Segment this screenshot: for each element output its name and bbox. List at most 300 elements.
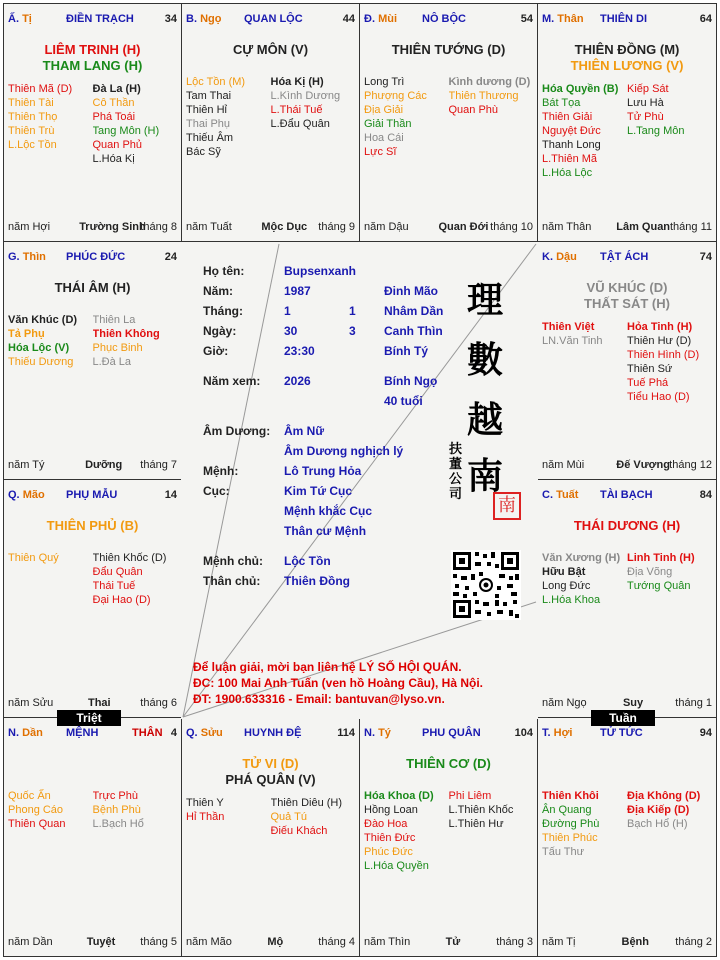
minor-star: L.Hóa Lộc bbox=[542, 167, 593, 179]
palace-vong-truong-sinh: Suy bbox=[622, 697, 644, 709]
minor-star: Cô Thần bbox=[92, 97, 135, 109]
palace-number: 44 bbox=[342, 13, 355, 25]
main-star: THÁI DƯƠNG (H) bbox=[573, 518, 681, 533]
palace-year: năm Ngọ bbox=[542, 697, 587, 709]
star-column-right bbox=[93, 551, 178, 607]
minor-star: Thiên Hư (D) bbox=[627, 335, 692, 347]
thang-canchi: Nhâm Dần bbox=[384, 304, 444, 318]
palace-can: N. bbox=[364, 727, 375, 739]
minor-star: L.Hóa Quyền bbox=[364, 860, 429, 872]
minor-star: L.Thái Tuế bbox=[270, 104, 323, 116]
palace-vong-truong-sinh: Dưỡng bbox=[85, 459, 123, 471]
main-stars bbox=[4, 42, 181, 74]
center-info-panel bbox=[181, 242, 538, 719]
palace-year: năm Tuất bbox=[186, 221, 232, 233]
minor-stars bbox=[364, 75, 533, 159]
minor-star: Lộc Tồn (M) bbox=[186, 76, 246, 88]
palace-number: 4 bbox=[170, 727, 177, 739]
ngay-canchi: Canh Thìn bbox=[384, 324, 443, 338]
palace-vong-truong-sinh: Mộc Dục bbox=[261, 221, 308, 233]
minor-star: Nguyệt Đức bbox=[542, 125, 601, 137]
palace-chi: Thân bbox=[557, 13, 584, 25]
minor-star: Tướng Quân bbox=[627, 580, 691, 592]
minor-star: Thiên Diêu (H) bbox=[270, 797, 343, 809]
minor-star: Văn Xương (H) bbox=[542, 552, 621, 564]
palace-hoi[interactable] bbox=[537, 717, 717, 957]
minor-stars bbox=[8, 789, 177, 831]
minor-star: Lực Sĩ bbox=[364, 146, 397, 158]
palace-footer bbox=[8, 936, 177, 950]
palace-month: tháng 12 bbox=[669, 459, 712, 471]
minor-star: Điếu Khách bbox=[270, 825, 328, 837]
palace-chi: Dần bbox=[22, 727, 43, 739]
main-stars bbox=[182, 42, 359, 58]
contact-line-3: ĐT: 1900.633316 - Email: bantuvan@lyso.vn. bbox=[193, 692, 445, 706]
palace-year: năm Dần bbox=[8, 936, 53, 948]
minor-star: Thai Phụ bbox=[186, 118, 231, 130]
palace-canchi bbox=[542, 727, 572, 739]
palace-chi: Tý bbox=[378, 727, 391, 739]
palace-chi: Tuất bbox=[556, 489, 579, 501]
ngay-duong: 30 bbox=[284, 324, 298, 338]
palace-can: G. bbox=[8, 251, 20, 263]
minor-star: Phúc Đức bbox=[364, 846, 413, 858]
menh-chu-label: Mệnh chủ: bbox=[203, 554, 263, 568]
qr-code-icon[interactable] bbox=[451, 550, 521, 620]
minor-star: Trực Phù bbox=[92, 790, 138, 802]
minor-star: Quan Phù bbox=[448, 104, 499, 116]
minor-star: Quan Phủ bbox=[92, 139, 143, 151]
star-column-left bbox=[8, 82, 93, 166]
palace-chi: Hợi bbox=[553, 727, 573, 739]
minor-star: Địa Kiếp (D) bbox=[627, 804, 690, 816]
main-stars bbox=[4, 518, 181, 534]
palace-chi: Thìn bbox=[22, 251, 46, 263]
palace-than[interactable] bbox=[537, 3, 717, 242]
minor-star: Phượng Các bbox=[364, 90, 427, 102]
minor-star: Thiên Tài bbox=[8, 97, 54, 109]
minor-star: Tử Phù bbox=[627, 111, 664, 123]
palace-chi: Mão bbox=[22, 489, 45, 501]
minor-star: Đẩu Quân bbox=[92, 566, 143, 578]
minor-star: L.Tang Môn bbox=[627, 125, 685, 137]
star-column-right bbox=[449, 75, 534, 159]
minor-star: Tấu Thư bbox=[542, 846, 585, 858]
palace-footer bbox=[542, 697, 712, 711]
main-star: THIÊN ĐỒNG (M) bbox=[574, 42, 680, 57]
palace-mao[interactable] bbox=[3, 479, 182, 718]
palace-vong-truong-sinh: Lâm Quan bbox=[616, 221, 671, 233]
minor-star: Kình dương (D) bbox=[448, 76, 531, 88]
palace-vong-truong-sinh: Tuyệt bbox=[86, 936, 116, 948]
calligraphy-viet: 越 bbox=[467, 399, 504, 441]
minor-star: Hữu Bật bbox=[542, 566, 586, 578]
minor-stars bbox=[364, 789, 533, 873]
star-column-left bbox=[8, 313, 93, 369]
palace-can: N. bbox=[8, 727, 19, 739]
palace-month: tháng 1 bbox=[675, 697, 712, 709]
star-column-left bbox=[542, 82, 627, 180]
main-star: THIÊN PHỦ (B) bbox=[46, 518, 139, 533]
minor-star: Thiên Phúc bbox=[542, 832, 598, 844]
palace-vong-truong-sinh: Trường Sinh bbox=[79, 221, 146, 233]
minor-star: L.Kình Dương bbox=[270, 90, 341, 102]
palace-footer bbox=[186, 221, 355, 235]
calligraphy-nam: 南 bbox=[467, 455, 504, 497]
minor-star: Thiên Không bbox=[92, 328, 160, 340]
calligraphy-side: 扶董公司 bbox=[449, 442, 463, 502]
palace-year: năm Thìn bbox=[364, 936, 411, 948]
star-column-right bbox=[449, 789, 534, 873]
star-column-right bbox=[271, 796, 356, 838]
ngay-am: 3 bbox=[349, 324, 356, 338]
palace-canchi bbox=[8, 489, 45, 501]
calligraphy-so: 數 bbox=[467, 339, 504, 381]
minor-star: Lưu Hà bbox=[627, 97, 664, 109]
palace-name: MỆNH bbox=[66, 727, 99, 739]
palace-chi: Tị bbox=[22, 13, 32, 25]
palace-vong-truong-sinh: Bệnh bbox=[621, 936, 649, 948]
palace-vong-truong-sinh: Tử bbox=[445, 936, 461, 948]
star-column-left bbox=[8, 551, 93, 607]
palace-header bbox=[8, 13, 177, 27]
main-star: LIÊM TRINH (H) bbox=[44, 42, 141, 57]
palace-canchi bbox=[8, 13, 32, 25]
minor-star: Thiên Thương bbox=[448, 90, 519, 102]
star-column-left bbox=[364, 75, 449, 159]
minor-stars bbox=[542, 82, 712, 180]
palace-vong-truong-sinh: Mộ bbox=[267, 936, 284, 948]
palace-name: PHÚC ĐỨC bbox=[66, 251, 126, 263]
thang-duong: 1 bbox=[284, 304, 291, 318]
minor-star: Thiếu Dương bbox=[8, 356, 74, 368]
palace-vong-truong-sinh: Đế Vượng bbox=[616, 459, 670, 471]
main-star: THÁI ÂM (H) bbox=[54, 280, 131, 295]
palace-month: tháng 6 bbox=[140, 697, 177, 709]
minor-stars bbox=[8, 551, 177, 607]
minor-star: Hỉ Thần bbox=[186, 811, 225, 823]
main-stars bbox=[538, 518, 716, 534]
palace-month: tháng 7 bbox=[140, 459, 177, 471]
palace-can: Q. bbox=[186, 727, 198, 739]
minor-star: Địa Giải bbox=[364, 104, 404, 116]
palace-footer bbox=[8, 221, 177, 235]
palace-year: năm Thân bbox=[542, 221, 592, 233]
palace-month: tháng 10 bbox=[490, 221, 533, 233]
palace-ti[interactable] bbox=[3, 3, 182, 242]
minor-star: L.Hóa Khoa bbox=[542, 594, 601, 606]
minor-star: Hỏa Tinh (H) bbox=[627, 321, 693, 333]
palace-header bbox=[542, 13, 712, 27]
nam-xem-value: 2026 bbox=[284, 374, 311, 388]
main-stars bbox=[4, 280, 181, 296]
main-star: THẤT SÁT (H) bbox=[584, 296, 670, 311]
palace-number: 94 bbox=[699, 727, 712, 739]
palace-month: tháng 9 bbox=[318, 221, 355, 233]
nam-xem-label: Năm xem: bbox=[203, 374, 261, 388]
palace-name: PHU QUÂN bbox=[422, 727, 481, 739]
palace-footer bbox=[8, 459, 177, 473]
palace-number: 24 bbox=[164, 251, 177, 263]
palace-month: tháng 2 bbox=[675, 936, 712, 948]
minor-star: Địa Không (D) bbox=[627, 790, 701, 802]
star-column-right bbox=[627, 320, 712, 404]
ho-ten-label: Họ tên: bbox=[203, 264, 245, 278]
palace-number: 34 bbox=[164, 13, 177, 25]
nam-label: Năm: bbox=[203, 284, 234, 298]
palace-canchi bbox=[542, 13, 584, 25]
palace-can: Ấ. bbox=[8, 13, 19, 25]
palace-canchi bbox=[542, 489, 578, 501]
thang-am: 1 bbox=[349, 304, 356, 318]
minor-star: Thiên Giải bbox=[542, 111, 593, 123]
minor-star: Thiên La bbox=[92, 314, 136, 326]
am-duong-note: Âm Dương nghịch lý bbox=[284, 444, 404, 458]
palace-year: năm Tị bbox=[542, 936, 576, 948]
minor-stars bbox=[8, 82, 177, 166]
minor-stars bbox=[186, 75, 355, 159]
palace-name: THIÊN DI bbox=[600, 13, 648, 25]
palace-number: 54 bbox=[520, 13, 533, 25]
main-star: VŨ KHÚC (D) bbox=[586, 280, 668, 295]
palace-number: 14 bbox=[164, 489, 177, 501]
main-star: CỰ MÔN (V) bbox=[232, 42, 309, 57]
minor-star: Thiên Đức bbox=[364, 832, 416, 844]
red-seal bbox=[493, 492, 521, 520]
minor-star: L.Đà La bbox=[92, 356, 132, 368]
minor-star: Bác Sỹ bbox=[186, 146, 221, 158]
star-column-right bbox=[93, 789, 178, 831]
palace-thin[interactable] bbox=[3, 241, 182, 480]
main-star: THAM LANG (H) bbox=[42, 58, 143, 73]
am-duong-label: Âm Dương: bbox=[203, 424, 271, 438]
star-column-left bbox=[364, 789, 449, 873]
minor-star: Thiên Trù bbox=[8, 125, 55, 137]
palace-number: 74 bbox=[699, 251, 712, 263]
minor-star: L.Hóa Kị bbox=[92, 153, 135, 165]
minor-star: Thiên Quý bbox=[8, 552, 59, 564]
main-stars bbox=[538, 280, 716, 312]
minor-star: Linh Tinh (H) bbox=[627, 552, 695, 564]
minor-star: Hóa Kị (H) bbox=[270, 76, 324, 88]
minor-stars bbox=[542, 789, 712, 859]
minor-stars bbox=[542, 551, 712, 607]
main-stars bbox=[538, 42, 716, 74]
minor-star: Phục Binh bbox=[92, 342, 143, 354]
minor-star: Hồng Loan bbox=[364, 804, 418, 816]
palace-can: M. bbox=[542, 13, 555, 25]
tuan-tag: Tuần bbox=[591, 710, 655, 726]
main-star: THIÊN TƯỚNG (D) bbox=[391, 42, 506, 57]
palace-name: ĐIỀN TRẠCH bbox=[66, 13, 134, 25]
star-column-left bbox=[186, 796, 271, 838]
am-duong-value: Âm Nữ bbox=[284, 424, 325, 438]
minor-star: Đường Phù bbox=[542, 818, 600, 830]
palace-header bbox=[8, 489, 177, 503]
palace-year: năm Sửu bbox=[8, 697, 54, 709]
minor-star: L.Thiên Khốc bbox=[448, 804, 514, 816]
nam-value: 1987 bbox=[284, 284, 311, 298]
palace-month: tháng 4 bbox=[318, 936, 355, 948]
star-column-left bbox=[542, 789, 627, 859]
minor-star: Thanh Long bbox=[542, 139, 601, 151]
palace-name: TÀI BẠCH bbox=[600, 489, 653, 501]
palace-year: năm Hợi bbox=[8, 221, 51, 233]
palace-footer bbox=[542, 221, 712, 235]
star-column-right bbox=[627, 551, 712, 607]
palace-number: 84 bbox=[699, 489, 712, 501]
palace-year: năm Dậu bbox=[364, 221, 409, 233]
menh-value: Lô Trung Hỏa bbox=[284, 464, 362, 478]
calligraphy-ly: 理 bbox=[467, 279, 504, 321]
palace-ngo[interactable] bbox=[181, 3, 360, 242]
palace-header bbox=[8, 727, 177, 741]
main-star: TỬ VI (D) bbox=[242, 756, 299, 771]
minor-star: Kiếp Sát bbox=[627, 83, 669, 95]
minor-star: Hoa Cái bbox=[364, 132, 404, 144]
palace-month: tháng 5 bbox=[140, 936, 177, 948]
minor-star: Long Đức bbox=[542, 580, 591, 592]
ho-ten-value: Bupsenxanh bbox=[284, 264, 357, 278]
palace-footer bbox=[8, 697, 177, 711]
seal-text: 南 bbox=[498, 495, 516, 516]
minor-star: Thiên Hỉ bbox=[186, 104, 227, 116]
main-stars bbox=[360, 756, 537, 772]
minor-star: Văn Khúc (D) bbox=[8, 314, 78, 326]
palace-dan[interactable] bbox=[3, 717, 182, 957]
minor-star: Hóa Lộc (V) bbox=[8, 342, 70, 354]
minor-star: L.Đẩu Quân bbox=[270, 118, 330, 130]
palace-can: Q. bbox=[8, 489, 20, 501]
gio-canchi: Bính Tý bbox=[384, 344, 428, 358]
star-column-left bbox=[186, 75, 271, 159]
minor-star: Thiên Thọ bbox=[8, 111, 58, 123]
minor-star: L.Thiên Mã bbox=[542, 153, 598, 165]
triet-tag: Triệt bbox=[57, 710, 121, 726]
palace-chi: Sửu bbox=[200, 727, 223, 739]
palace-vong-truong-sinh: Thai bbox=[87, 697, 111, 709]
palace-header bbox=[186, 727, 355, 741]
palace-month: tháng 11 bbox=[669, 221, 712, 233]
palace-header bbox=[542, 727, 712, 741]
minor-stars bbox=[8, 313, 177, 369]
main-star: THIÊN LƯƠNG (V) bbox=[570, 58, 684, 73]
minor-star: Thiên Khôi bbox=[542, 790, 599, 802]
minor-star: Phi Liêm bbox=[448, 790, 492, 802]
star-column-right bbox=[627, 82, 712, 180]
star-column-right bbox=[93, 82, 178, 166]
palace-canchi bbox=[364, 727, 391, 739]
minor-star: Long Trì bbox=[364, 76, 405, 88]
than-chu-value: Thiên Đồng bbox=[284, 574, 350, 588]
menh-chu-value: Lộc Tồn bbox=[284, 554, 331, 568]
than-cu: Thân cư Mệnh bbox=[284, 524, 367, 538]
palace-footer bbox=[542, 936, 712, 950]
minor-star: Quốc Ấn bbox=[8, 790, 51, 802]
palace-can: T. bbox=[542, 727, 551, 739]
cuc-value: Kim Tứ Cục bbox=[284, 484, 353, 498]
palace-header bbox=[186, 13, 355, 27]
main-stars bbox=[360, 42, 537, 58]
palace-footer bbox=[364, 936, 533, 950]
palace-header bbox=[8, 251, 177, 265]
minor-star: Thiên Mã (D) bbox=[8, 83, 73, 95]
palace-canchi bbox=[186, 727, 223, 739]
minor-star: Bệnh Phù bbox=[92, 804, 141, 816]
star-column-left bbox=[542, 320, 627, 404]
palace-header bbox=[542, 251, 712, 265]
palace-suu[interactable] bbox=[181, 717, 360, 957]
minor-star: L.Lộc Tồn bbox=[8, 139, 57, 151]
palace-year: năm Tý bbox=[8, 459, 45, 471]
palace-tuat[interactable] bbox=[537, 479, 717, 718]
minor-star: Tam Thai bbox=[186, 90, 232, 102]
palace-than-marker: THÂN bbox=[132, 727, 163, 739]
main-star: THIÊN CƠ (D) bbox=[406, 756, 491, 771]
palace-can: B. bbox=[186, 13, 197, 25]
minor-star: Thiên Sứ bbox=[627, 363, 673, 375]
minor-star: Bát Tọa bbox=[542, 97, 581, 109]
minor-star: Giải Thần bbox=[364, 118, 412, 130]
cuc-label: Cục: bbox=[203, 484, 230, 498]
palace-footer bbox=[542, 459, 712, 473]
minor-star: L.Bạch Hổ bbox=[92, 818, 144, 830]
star-column-left bbox=[542, 551, 627, 607]
minor-star: Thiếu Âm bbox=[186, 132, 234, 144]
palace-dau[interactable] bbox=[537, 241, 717, 480]
palace-number: 64 bbox=[699, 13, 712, 25]
minor-star: Thiên Y bbox=[186, 797, 224, 809]
palace-name: QUAN LỘC bbox=[244, 13, 303, 25]
minor-star: Phong Cáo bbox=[8, 804, 64, 816]
palace-chi: Ngọ bbox=[200, 13, 222, 25]
palace-number: 104 bbox=[514, 727, 533, 739]
tuoi-value: 40 tuổi bbox=[384, 394, 423, 408]
contact-line-1: Để luận giải, mời bạn liên hệ LÝ SỐ HỘI QUÁN. bbox=[193, 660, 462, 674]
minor-stars bbox=[186, 796, 355, 838]
ngay-label: Ngày: bbox=[203, 324, 237, 338]
palace-can: Đ. bbox=[364, 13, 375, 25]
palace-mui[interactable] bbox=[359, 3, 538, 242]
minor-star: Hóa Quyền (B) bbox=[542, 83, 619, 95]
palace-header bbox=[364, 13, 533, 27]
minor-star: Ân Quang bbox=[542, 804, 592, 816]
palace-name: TẬT ÁCH bbox=[600, 251, 649, 263]
minor-star: Thiên Khốc (D) bbox=[92, 552, 167, 564]
palace-ty[interactable] bbox=[359, 717, 538, 957]
nam-canchi: Đinh Mão bbox=[384, 284, 438, 298]
palace-chi: Mùi bbox=[378, 13, 398, 25]
palace-footer bbox=[364, 221, 533, 235]
palace-name: HUYNH ĐỆ bbox=[244, 727, 302, 739]
palace-chi: Dậu bbox=[556, 251, 577, 263]
palace-name: NÔ BỘC bbox=[422, 13, 466, 25]
palace-canchi bbox=[8, 727, 43, 739]
palace-month: tháng 3 bbox=[496, 936, 533, 948]
main-star: PHÁ QUÂN (V) bbox=[225, 772, 316, 787]
minor-star: Thiên Hình (D) bbox=[627, 349, 700, 361]
palace-name: TỬ TỨC bbox=[600, 727, 643, 739]
menh-label: Mệnh: bbox=[203, 464, 239, 478]
than-chu-label: Thân chủ: bbox=[203, 574, 261, 588]
palace-canchi bbox=[542, 251, 577, 263]
palace-canchi bbox=[186, 13, 221, 25]
star-column-right bbox=[93, 313, 178, 369]
minor-stars bbox=[542, 320, 712, 404]
palace-number: 114 bbox=[337, 727, 355, 739]
minor-star: Đà La (H) bbox=[92, 83, 141, 95]
contact-line-2: ĐC: 100 Mai Anh Tuấn (ven hồ Hoàng Cầu), Hà Nội. bbox=[193, 676, 484, 690]
